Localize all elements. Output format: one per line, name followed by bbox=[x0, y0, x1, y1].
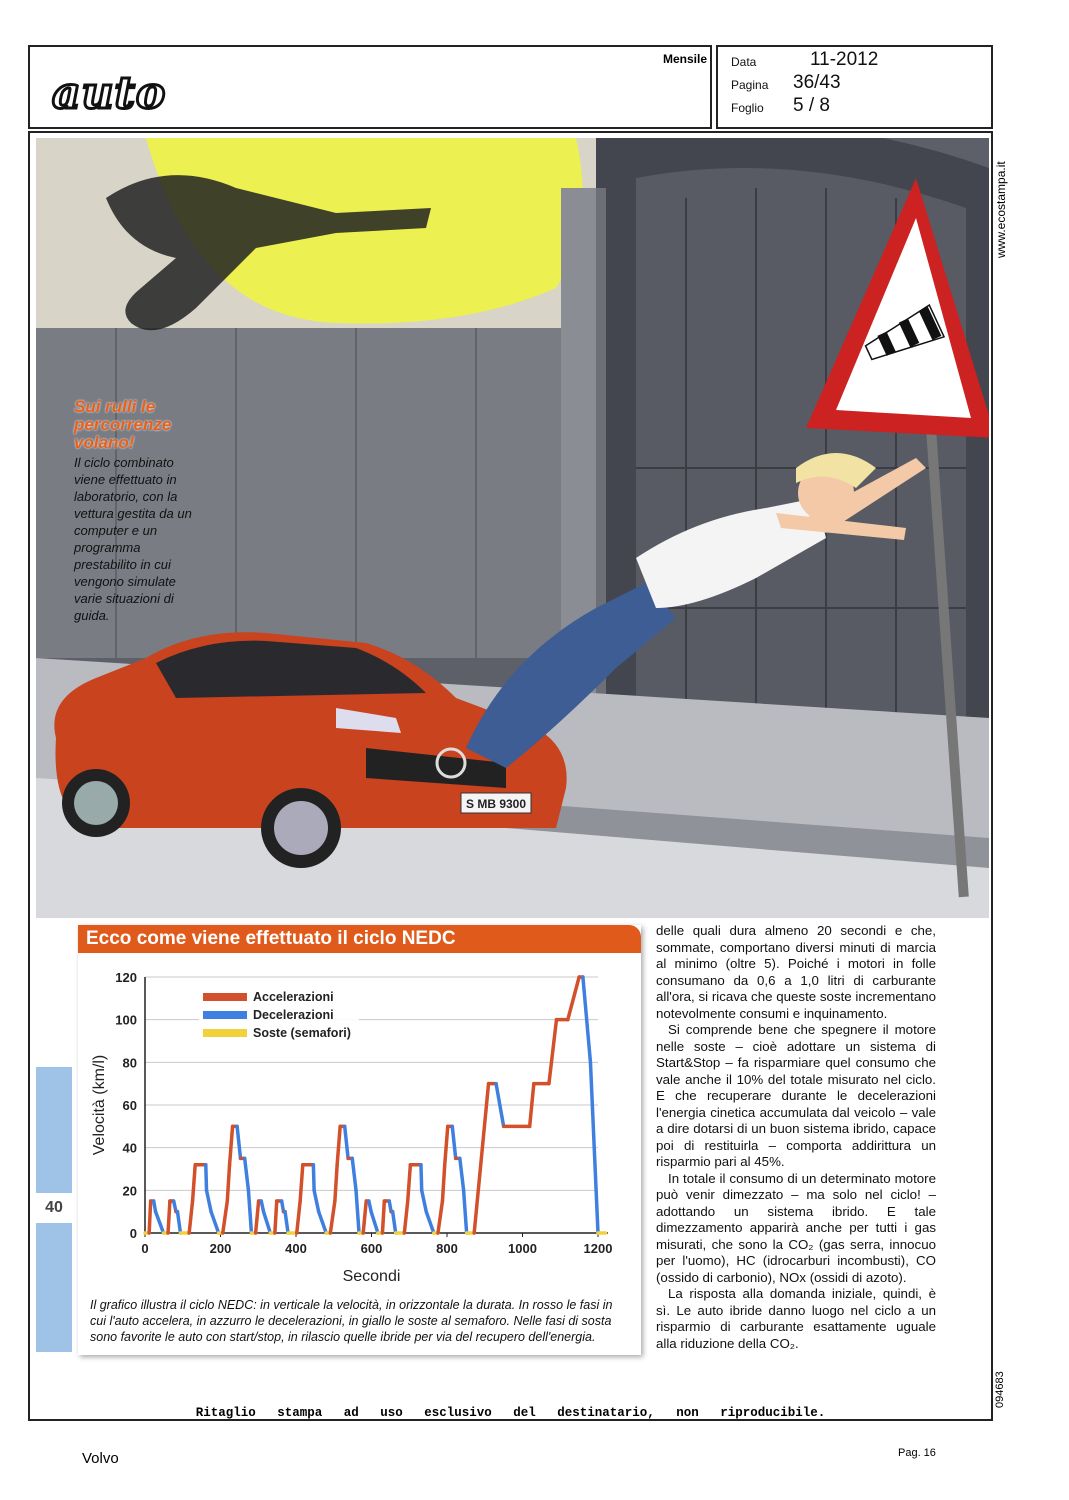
speed-profile-segment bbox=[356, 1190, 359, 1233]
speed-profile-segment bbox=[207, 1190, 212, 1211]
website-vertical bbox=[992, 148, 1012, 258]
speed-profile-segment bbox=[382, 1201, 384, 1233]
y-tick-label: 100 bbox=[115, 1012, 137, 1028]
speed-profile-segment bbox=[345, 1126, 348, 1158]
speed-profile-segment bbox=[149, 1201, 151, 1233]
clipping-code: 094683 bbox=[994, 1371, 1006, 1408]
client-name: Volvo bbox=[82, 1450, 119, 1467]
legend-swatch bbox=[203, 1011, 247, 1019]
speed-profile-segment bbox=[330, 1201, 335, 1233]
speed-profile-segment bbox=[223, 1201, 228, 1233]
meta-label-sheet: Foglio bbox=[731, 101, 764, 115]
nedc-chart bbox=[78, 955, 641, 1295]
x-tick-label: 800 bbox=[436, 1241, 458, 1256]
nedc-chart-card bbox=[78, 925, 641, 1355]
speed-profile-segment bbox=[264, 1212, 271, 1233]
meta-label-page: Pagina bbox=[731, 78, 769, 92]
legend-swatch bbox=[203, 993, 247, 1001]
speed-profile-segment bbox=[319, 1212, 327, 1233]
article-paragraph: La risposta alla domanda iniziale, quindi, è sì. Le auto ibride danno luogo nel ciclo a un risparmio di carburante esattamente uguale alla riduzione della CO₂. bbox=[656, 1286, 936, 1351]
reproduction-notice: Ritaglio stampa ad uso esclusivo del destinatario, non riproducibile. bbox=[195, 1406, 826, 1420]
y-tick-label: 80 bbox=[122, 1055, 137, 1071]
speed-profile-segment bbox=[230, 1126, 233, 1164]
y-tick-label: 0 bbox=[129, 1226, 137, 1241]
clipping-code-vertical bbox=[992, 1368, 1012, 1418]
speed-profile-segment bbox=[549, 1020, 557, 1084]
y-tick-label: 60 bbox=[122, 1098, 137, 1113]
speed-profile-segment bbox=[371, 1212, 378, 1233]
speed-profile-segment bbox=[442, 1165, 444, 1201]
speed-profile-segment bbox=[422, 1190, 427, 1211]
speed-profile-segment bbox=[300, 1165, 303, 1201]
article-paragraph: In totale il consumo di un determinato motore può venir dimezzato – ma solo nel ciclo! – adottando un sistema ibrido. E tale dimezzamento apparirà anche per tutti i gas misurati, che sono la CO₂ (gas serra, innocuo per l'uomo), HC (idrocarburi incombusti), CO (ossido di carbonio), NOx (ossidi di azoto). bbox=[656, 1170, 936, 1285]
meta-value-page: 36/43 bbox=[793, 72, 841, 93]
speed-profile-segment bbox=[168, 1201, 170, 1233]
photo-caption bbox=[74, 398, 194, 624]
speed-profile-segment bbox=[275, 1201, 277, 1233]
x-tick-label: 1200 bbox=[583, 1241, 613, 1256]
speed-profile-segment bbox=[211, 1212, 219, 1233]
speed-profile-segment bbox=[530, 1084, 534, 1127]
x-tick-label: 200 bbox=[209, 1241, 232, 1256]
speed-profile-segment bbox=[426, 1212, 434, 1233]
speed-profile-segment bbox=[408, 1165, 411, 1201]
speed-profile-segment bbox=[464, 1190, 467, 1233]
speed-profile-segment bbox=[245, 1158, 249, 1190]
article-text bbox=[656, 923, 936, 1352]
footer-page: Pag. 16 bbox=[898, 1447, 936, 1459]
article-paragraph: delle quali dura almeno 20 secondi e che, sommate, comportano diversi minuti di marcia al minimo (oltre 5). Poiché i motori in folle consumano da 0,6 a 1,0 litri di carburante all'ora, si ricava che queste soste incrementano notevolmente consumi e inquinamento. bbox=[656, 923, 936, 1021]
license-plate-text: S MB 9300 bbox=[465, 797, 527, 811]
photo-caption-body: Il ciclo combinato viene effettuato in laboratorio, con la vettura gestita da un computer e un programma prestabilito in cui vengono simulate varie situazioni di guida. bbox=[74, 455, 192, 623]
magazine-page-number: 40 bbox=[36, 1193, 72, 1223]
x-tick-label: 400 bbox=[285, 1241, 307, 1256]
speed-profile-segment bbox=[460, 1158, 464, 1190]
meta-value-sheet: 5 / 8 bbox=[793, 95, 830, 116]
x-axis-label: Secondi bbox=[342, 1268, 401, 1285]
periodicity-label: Mensile bbox=[663, 52, 708, 66]
y-tick-label: 20 bbox=[122, 1183, 137, 1199]
chart-caption: Il grafico illustra il ciclo NEDC: in verticale la velocità, in orizzontale la durata. In rosso le fasi in cui l'auto accelera, in azzurro le decelerazioni, in giallo le soste al semaforo. Nelle fasi di sosta sono favorite le auto con start/stop, in rilascio quelle ibride per via del recupero dell'energia. bbox=[90, 1298, 613, 1344]
speed-profile-segment bbox=[314, 1190, 319, 1211]
speed-profile-segment bbox=[352, 1158, 356, 1190]
speed-profile-segment bbox=[404, 1201, 407, 1233]
x-tick-label: 0 bbox=[141, 1241, 149, 1256]
magazine-logo: auto bbox=[52, 68, 167, 119]
speed-profile-segment bbox=[474, 1084, 488, 1233]
speed-profile-segment bbox=[156, 1212, 164, 1233]
photo-caption-title: Sui rulli le percorrenze volano! bbox=[74, 397, 172, 452]
speed-profile-segment bbox=[256, 1201, 259, 1233]
speed-profile-segment bbox=[452, 1126, 455, 1158]
speed-profile-segment bbox=[237, 1126, 240, 1158]
meta-label-date: Data bbox=[731, 55, 757, 69]
article-paragraph: Si comprende bene che spegnere il motore nelle soste – cioè adottare un sistema di Start&Stop – fa risparmiare quel consumo che vale anche il 10% del totale misurato nel ciclo. E che recuperare durante le decelerazioni l'energia cinetica accumulata dal veicolo – vale a dire dotarsi di un buon sistema ibrido, capace poi di restituirla – comporta addirittura un risparmio pari al 45%. bbox=[656, 1022, 936, 1169]
speed-profile-segment bbox=[393, 1212, 396, 1233]
y-tick-label: 40 bbox=[122, 1140, 137, 1156]
speed-profile-segment bbox=[227, 1165, 229, 1201]
speed-profile-segment bbox=[337, 1126, 340, 1164]
speed-profile-segment bbox=[568, 977, 579, 1020]
speed-profile-segment bbox=[445, 1126, 448, 1164]
speed-profile-segment bbox=[189, 1201, 192, 1233]
speed-profile-segment bbox=[313, 1165, 314, 1191]
speed-profile-segment bbox=[193, 1165, 196, 1201]
legend-label: Soste (semafori) bbox=[253, 1026, 351, 1040]
legend-label: Accelerazioni bbox=[253, 990, 334, 1004]
speed-profile-segment bbox=[297, 1201, 300, 1233]
website-text: www.ecostampa.it bbox=[994, 161, 1008, 258]
speed-profile-segment bbox=[421, 1165, 422, 1191]
speed-profile-segment bbox=[285, 1212, 288, 1233]
y-tick-label: 120 bbox=[115, 970, 137, 985]
chart-title: Ecco come viene effettuato il ciclo NEDC bbox=[78, 925, 641, 953]
speed-profile-segment bbox=[438, 1201, 443, 1233]
speed-profile-segment bbox=[363, 1201, 366, 1233]
x-tick-label: 600 bbox=[360, 1241, 383, 1256]
legend-swatch bbox=[203, 1029, 247, 1037]
speed-profile-segment bbox=[248, 1190, 251, 1233]
x-tick-label: 1000 bbox=[508, 1241, 537, 1256]
legend-label: Decelerazioni bbox=[253, 1008, 334, 1022]
speed-profile-segment bbox=[335, 1165, 337, 1201]
meta-value-date: 11-2012 bbox=[810, 49, 879, 70]
y-axis-label: Velocità (km/l) bbox=[91, 1054, 108, 1156]
speed-profile-segment bbox=[206, 1165, 207, 1191]
speed-profile-segment bbox=[177, 1212, 180, 1233]
